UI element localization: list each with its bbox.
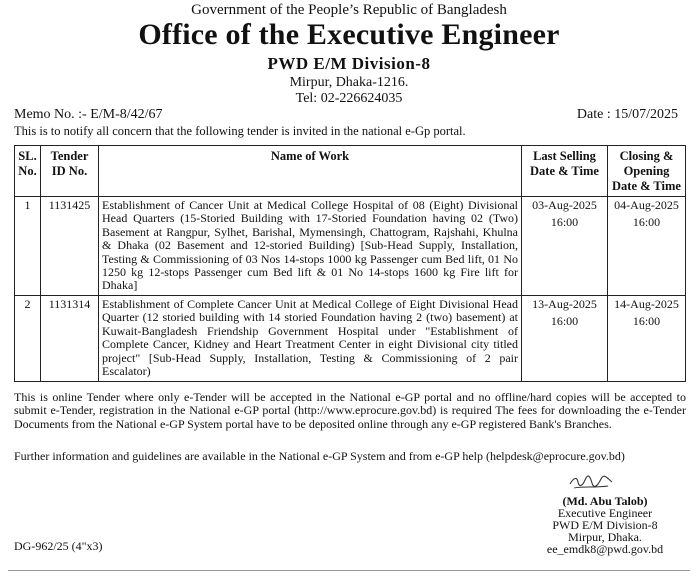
row-tender-id: 1131314 [41, 296, 99, 382]
further-information-paragraph: Further information and guidelines are available in the National e-GP System and from e-GP help (helpdesk@eprocure.gov.bd) [14, 449, 625, 463]
notice-line: This is to notify all concern that the following tender is invited in the national e-Gp portal. [14, 124, 466, 138]
table-row [15, 197, 686, 296]
dg-reference: DG-962/25 (4"x3) [14, 539, 103, 553]
closing-time: 16:00 [632, 314, 661, 329]
memo-date: Date : 15/07/2025 [576, 107, 678, 122]
table-row [15, 296, 686, 382]
office-telephone: Tel: 02-226624035 [295, 91, 403, 106]
closing-date: 04-Aug-2025 [614, 198, 679, 212]
bottom-divider [8, 570, 690, 571]
table-header-row [15, 146, 686, 197]
row-closing-opening [608, 296, 686, 382]
division-title: PWD E/M Division-8 [267, 54, 431, 73]
signatory-name: (Md. Abu Talob) [562, 494, 648, 508]
tender-table [14, 145, 686, 382]
header-tender-id: Tender ID No. [41, 146, 99, 197]
online-tender-paragraph: This is online Tender where only e-Tender will be accepted in the National e-GP portal and no offline/hard copies will be accepted to submit e-Tender, registration in the National e-GP portal (http://www.eprocure.gov.bd) is required The fees for downloading the e-Tender Documents from the National e-GP System portal have to be deposited online through any e-GP registered Bank's Branches. [14, 390, 686, 431]
row-closing-opening [608, 197, 686, 296]
row-work-description: Establishment of Cancer Unit at Medical College Hospital of 08 (Eight) Divisional Head Quarters (15-Storied Building with 17-Storied Foundation having 02 (Two) Basement at Rangpur, Sylhet, Barishal, Mymensingh, Chattogram, Rajshahi, Khulna & Dhaka (02 Basement and 12-storied Building) [Sub-Head Supply, Installation, Testing & Commissioning of 03 Nos 14-stops 1000 kg Passenger cum Bed lift, 01 No 1250 kg 12-stops Passenger cum Bed lift & 01 No 14-stops 1600 kg Fire lift for Dhaka] [99, 197, 522, 296]
header-name-of-work: Name of Work [99, 146, 522, 197]
last-selling-date: 03-Aug-2025 [532, 198, 597, 212]
row-sl: 1 [15, 197, 41, 296]
memo-number: Memo No. :- E/M-8/42/67 [14, 107, 163, 122]
closing-time: 16:00 [632, 215, 661, 230]
header-closing-opening: Closing & Opening Date & Time [608, 146, 686, 197]
office-address: Mirpur, Dhaka-1216. [289, 75, 409, 90]
row-tender-id: 1131425 [41, 197, 99, 296]
last-selling-time: 16:00 [550, 314, 579, 329]
closing-date: 14-Aug-2025 [614, 297, 679, 311]
signatory-title: Executive Engineer [557, 506, 653, 520]
row-sl: 2 [15, 296, 41, 382]
header-last-selling: Last Selling Date & Time [522, 146, 608, 197]
header-sl: SL. No. [15, 146, 41, 197]
signatory-email: ee_emdk8@pwd.gov.bd [546, 542, 664, 556]
signatory-division: PWD E/M Division-8 [552, 518, 658, 532]
row-work-description: Establishment of Complete Cancer Unit at Medical College of Eight Divisional Head Quarter (12 storied building with 14 storied Foundation having 2 (two) basement) at Kuwait-Bangladesh Friendship Government Hospital under "Establishment of Complete Cancer, Kidney and Heart Treatment Center in eight Divisional city titled project" [Sub-Head Supply, Installation, Testing & Commissioning of 2 pair Escalator) [99, 296, 522, 382]
row-last-selling [522, 197, 608, 296]
government-line: Government of the People’s Republic of Bangladesh [191, 2, 507, 18]
last-selling-date: 13-Aug-2025 [532, 297, 597, 311]
last-selling-time: 16:00 [550, 215, 579, 230]
handwritten-signature [568, 473, 614, 491]
row-last-selling [522, 296, 608, 382]
office-title: Office of the Executive Engineer [138, 18, 560, 51]
signatory-address: Mirpur, Dhaka. [568, 530, 642, 544]
